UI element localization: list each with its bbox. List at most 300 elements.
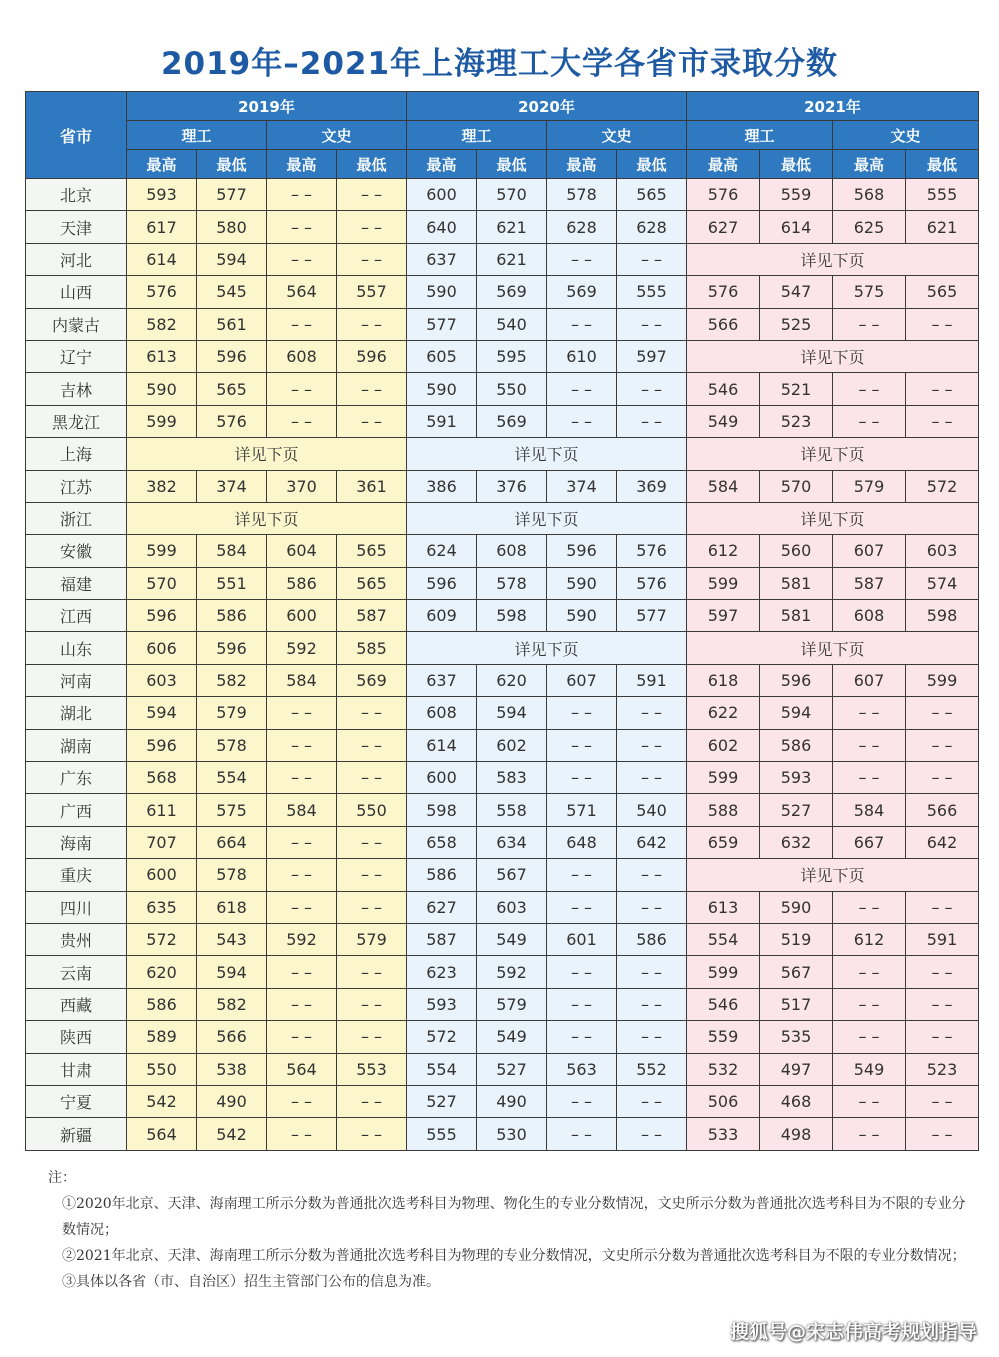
score-cell: 586	[760, 729, 833, 761]
score-cell: 642	[906, 826, 979, 858]
score-cell: – –	[547, 762, 617, 794]
see-next-page-cell: 详见下页	[127, 438, 407, 470]
score-cell: – –	[267, 1118, 337, 1150]
score-cell: 578	[197, 729, 267, 761]
score-cell: 567	[760, 956, 833, 988]
score-cell: – –	[906, 1118, 979, 1150]
score-cell: 599	[906, 664, 979, 696]
score-cell: 604	[267, 535, 337, 567]
score-cell: 568	[833, 179, 906, 211]
score-cell: – –	[337, 762, 407, 794]
score-cell: 594	[477, 697, 547, 729]
score-cell: – –	[617, 729, 687, 761]
score-cell: 581	[760, 567, 833, 599]
score-cell: 608	[833, 600, 906, 632]
page-title: 2019年–2021年上海理工大学各省市录取分数	[160, 46, 839, 82]
province-cell: 贵州	[26, 923, 127, 955]
score-cell: 559	[687, 1021, 760, 1053]
score-cell: 361	[337, 470, 407, 502]
score-cell: – –	[906, 405, 979, 437]
score-cell: 382	[127, 470, 197, 502]
note-item: ②2021年北京、天津、海南理工所示分数为普通批次选考科目为物理的专业分数情况，文史所示分数为普通批次选考科目为不限的专业分数情况；	[62, 1248, 966, 1264]
province-cell: 西藏	[26, 988, 127, 1020]
score-cell: 599	[687, 762, 760, 794]
score-cell: 592	[267, 923, 337, 955]
score-cell: 590	[547, 600, 617, 632]
score-cell: 584	[267, 664, 337, 696]
province-cell: 宁夏	[26, 1085, 127, 1117]
province-cell: 陕西	[26, 1021, 127, 1053]
table-row	[26, 502, 979, 534]
score-cell: 540	[617, 794, 687, 826]
score-cell: – –	[547, 697, 617, 729]
score-cell: 607	[833, 535, 906, 567]
max-header: 最高	[407, 150, 477, 179]
score-cell: 590	[407, 276, 477, 308]
score-cell: 582	[197, 988, 267, 1020]
score-cell: 593	[760, 762, 833, 794]
score-cell: 617	[127, 211, 197, 243]
score-cell: 569	[547, 276, 617, 308]
score-cell: 545	[197, 276, 267, 308]
score-cell: 576	[127, 276, 197, 308]
score-cell: – –	[337, 891, 407, 923]
score-cell: – –	[267, 697, 337, 729]
score-cell: 579	[337, 923, 407, 955]
table-row	[26, 923, 979, 955]
province-cell: 福建	[26, 567, 127, 599]
table-row	[26, 1021, 979, 1053]
table-row	[26, 988, 979, 1020]
score-cell: 570	[477, 179, 547, 211]
score-cell: 565	[337, 535, 407, 567]
score-cell: – –	[267, 243, 337, 275]
score-cell: – –	[833, 697, 906, 729]
province-cell: 北京	[26, 179, 127, 211]
arts-header: 文史	[833, 121, 979, 150]
table-row	[26, 891, 979, 923]
province-cell: 湖南	[26, 729, 127, 761]
score-cell: 566	[687, 308, 760, 340]
table-row	[26, 470, 979, 502]
table-row	[26, 438, 979, 470]
score-cell: 558	[477, 794, 547, 826]
score-cell: 568	[127, 762, 197, 794]
score-cell: 627	[687, 211, 760, 243]
score-cell: 532	[687, 1053, 760, 1085]
score-cell: – –	[617, 1118, 687, 1150]
score-cell: 566	[197, 1021, 267, 1053]
score-cell: 600	[267, 600, 337, 632]
score-cell: – –	[833, 1118, 906, 1150]
score-cell: – –	[267, 956, 337, 988]
see-next-page-cell: 详见下页	[687, 632, 979, 664]
score-cell: – –	[547, 1021, 617, 1053]
score-cell: 621	[477, 211, 547, 243]
province-cell: 湖北	[26, 697, 127, 729]
score-cell: – –	[267, 891, 337, 923]
score-cell: 598	[407, 794, 477, 826]
score-cell: 565	[906, 276, 979, 308]
score-cell: – –	[267, 308, 337, 340]
score-cell: 519	[760, 923, 833, 955]
score-cell: 549	[477, 1021, 547, 1053]
max-header: 最高	[127, 150, 197, 179]
score-cell: 559	[760, 179, 833, 211]
score-cell: – –	[906, 729, 979, 761]
table-row	[26, 826, 979, 858]
score-cell: – –	[547, 729, 617, 761]
notes-label: 注：	[48, 1170, 76, 1186]
score-cell: – –	[337, 405, 407, 437]
score-cell: 613	[687, 891, 760, 923]
score-cell: 527	[407, 1085, 477, 1117]
score-cell: 569	[337, 664, 407, 696]
score-cell: – –	[617, 988, 687, 1020]
score-cell: 517	[760, 988, 833, 1020]
see-next-page-cell: 详见下页	[127, 502, 407, 534]
score-cell: – –	[906, 373, 979, 405]
score-cell: – –	[547, 891, 617, 923]
score-cell: – –	[337, 859, 407, 891]
score-cell: 637	[407, 664, 477, 696]
score-cell: 609	[407, 600, 477, 632]
score-cell: – –	[833, 729, 906, 761]
province-cell: 天津	[26, 211, 127, 243]
score-cell: 594	[197, 243, 267, 275]
year-header-2021: 2021年	[687, 92, 979, 121]
score-cell: 587	[407, 923, 477, 955]
score-cell: 667	[833, 826, 906, 858]
score-cell: 498	[760, 1118, 833, 1150]
score-cell: 590	[760, 891, 833, 923]
province-cell: 重庆	[26, 859, 127, 891]
province-cell: 四川	[26, 891, 127, 923]
score-cell: 610	[547, 340, 617, 372]
score-cell: 603	[127, 664, 197, 696]
score-cell: – –	[267, 988, 337, 1020]
score-cell: 592	[477, 956, 547, 988]
score-cell: 561	[197, 308, 267, 340]
score-cell: 628	[547, 211, 617, 243]
score-cell: 586	[127, 988, 197, 1020]
province-cell: 黑龙江	[26, 405, 127, 437]
score-cell: 576	[687, 276, 760, 308]
score-cell: 570	[760, 470, 833, 502]
score-cell: 614	[407, 729, 477, 761]
score-cell: 584	[833, 794, 906, 826]
score-cell: – –	[267, 1085, 337, 1117]
score-cell: 564	[267, 276, 337, 308]
score-cell: 564	[127, 1118, 197, 1150]
score-cell: 634	[477, 826, 547, 858]
table-row	[26, 762, 979, 794]
score-cell: 530	[477, 1118, 547, 1150]
score-cell: 571	[547, 794, 617, 826]
table-row	[26, 1053, 979, 1085]
score-cell: 577	[617, 600, 687, 632]
province-cell: 云南	[26, 956, 127, 988]
score-cell: 549	[687, 405, 760, 437]
score-cell: 586	[407, 859, 477, 891]
table-body	[26, 179, 979, 1151]
score-cell: 523	[906, 1053, 979, 1085]
score-cell: 557	[337, 276, 407, 308]
score-cell: 560	[760, 535, 833, 567]
score-cell: 553	[337, 1053, 407, 1085]
score-cell: 707	[127, 826, 197, 858]
score-cell: – –	[337, 211, 407, 243]
province-cell: 山东	[26, 632, 127, 664]
score-cell: – –	[547, 373, 617, 405]
see-next-page-cell: 详见下页	[687, 502, 979, 534]
table-row	[26, 664, 979, 696]
score-cell: 594	[760, 697, 833, 729]
score-cell: 588	[687, 794, 760, 826]
score-cell: 598	[906, 600, 979, 632]
score-cell: 550	[477, 373, 547, 405]
score-cell: – –	[833, 405, 906, 437]
score-cell: 575	[833, 276, 906, 308]
score-cell: 535	[760, 1021, 833, 1053]
score-cell: 584	[267, 794, 337, 826]
score-cell: 593	[127, 179, 197, 211]
score-cell: 576	[617, 535, 687, 567]
score-cell: 565	[337, 567, 407, 599]
table-row	[26, 340, 979, 372]
score-cell: 614	[760, 211, 833, 243]
score-cell: 376	[477, 470, 547, 502]
score-cell: 621	[906, 211, 979, 243]
score-cell: 551	[197, 567, 267, 599]
score-cell: – –	[617, 1085, 687, 1117]
score-cell: 584	[197, 535, 267, 567]
score-cell: 576	[687, 179, 760, 211]
score-cell: 594	[127, 697, 197, 729]
score-cell: 540	[477, 308, 547, 340]
max-header: 最高	[267, 150, 337, 179]
score-cell: 595	[477, 340, 547, 372]
province-cell: 河南	[26, 664, 127, 696]
score-cell: – –	[906, 697, 979, 729]
score-cell: – –	[617, 697, 687, 729]
score-cell: – –	[906, 762, 979, 794]
table-row	[26, 535, 979, 567]
score-cell: 586	[197, 600, 267, 632]
score-cell: 576	[617, 567, 687, 599]
score-cell: – –	[833, 891, 906, 923]
score-cell: – –	[547, 308, 617, 340]
score-cell: – –	[337, 826, 407, 858]
score-cell: 547	[760, 276, 833, 308]
score-cell: 374	[197, 470, 267, 502]
score-cell: 640	[407, 211, 477, 243]
min-header: 最低	[337, 150, 407, 179]
score-cell: 590	[127, 373, 197, 405]
province-cell: 新疆	[26, 1118, 127, 1150]
score-cell: – –	[547, 988, 617, 1020]
province-cell: 浙江	[26, 502, 127, 534]
score-cell: – –	[267, 405, 337, 437]
province-cell: 上海	[26, 438, 127, 470]
score-cell: 594	[197, 956, 267, 988]
score-cell: – –	[906, 956, 979, 988]
score-cell: – –	[617, 308, 687, 340]
score-cell: 565	[617, 179, 687, 211]
score-cell: – –	[617, 891, 687, 923]
admission-score-table	[25, 91, 979, 1151]
score-cell: 599	[127, 535, 197, 567]
score-cell: 579	[197, 697, 267, 729]
province-cell: 山西	[26, 276, 127, 308]
score-cell: 374	[547, 470, 617, 502]
score-cell: 612	[833, 923, 906, 955]
score-cell: 612	[687, 535, 760, 567]
science-header: 理工	[127, 121, 267, 150]
max-header: 最高	[547, 150, 617, 179]
score-cell: 490	[477, 1085, 547, 1117]
science-header: 理工	[687, 121, 833, 150]
score-cell: 600	[407, 179, 477, 211]
score-cell: – –	[906, 891, 979, 923]
score-cell: 572	[127, 923, 197, 955]
score-cell: 570	[127, 567, 197, 599]
max-header: 最高	[687, 150, 760, 179]
score-cell: – –	[617, 762, 687, 794]
province-cell: 吉林	[26, 373, 127, 405]
table-row	[26, 179, 979, 211]
score-cell: – –	[337, 243, 407, 275]
score-cell: 550	[127, 1053, 197, 1085]
watermark: 搜狐号@宋志伟高考规划指导	[729, 1321, 977, 1343]
score-cell: 550	[337, 794, 407, 826]
score-cell: – –	[337, 1021, 407, 1053]
see-next-page-cell: 详见下页	[407, 502, 687, 534]
score-cell: 637	[407, 243, 477, 275]
min-header: 最低	[617, 150, 687, 179]
score-cell: 579	[477, 988, 547, 1020]
score-cell: – –	[547, 1118, 617, 1150]
score-cell: 582	[127, 308, 197, 340]
score-cell: 583	[477, 762, 547, 794]
score-cell: 623	[407, 956, 477, 988]
score-cell: – –	[337, 1085, 407, 1117]
table-row	[26, 373, 979, 405]
table-row	[26, 276, 979, 308]
table-row	[26, 211, 979, 243]
score-cell: 596	[407, 567, 477, 599]
notes	[48, 1165, 968, 1295]
score-cell: 589	[127, 1021, 197, 1053]
score-cell: 525	[760, 308, 833, 340]
score-cell: 592	[267, 632, 337, 664]
province-cell: 甘肃	[26, 1053, 127, 1085]
table-row	[26, 956, 979, 988]
score-cell: – –	[617, 956, 687, 988]
table-row	[26, 794, 979, 826]
table-row	[26, 729, 979, 761]
score-cell: 659	[687, 826, 760, 858]
score-cell: 543	[197, 923, 267, 955]
score-cell: 578	[477, 567, 547, 599]
note-item: ①2020年北京、天津、海南理工所示分数为普通批次选考科目为物理、物化生的专业分数情况，文史所示分数为普通批次选考科目为不限的专业分数情况；	[62, 1196, 966, 1238]
score-cell: 598	[477, 600, 547, 632]
score-cell: 601	[547, 923, 617, 955]
score-cell: 580	[197, 211, 267, 243]
score-cell: – –	[267, 826, 337, 858]
min-header: 最低	[760, 150, 833, 179]
score-cell: – –	[906, 1085, 979, 1117]
table-row	[26, 632, 979, 664]
score-cell: 596	[337, 340, 407, 372]
score-cell: 596	[547, 535, 617, 567]
score-cell: 572	[906, 470, 979, 502]
table-row	[26, 1118, 979, 1150]
note-item: ③具体以各省（市、自治区）招生主管部门公布的信息为准。	[62, 1274, 440, 1290]
score-cell: 369	[617, 470, 687, 502]
score-cell: 599	[127, 405, 197, 437]
score-cell: 584	[687, 470, 760, 502]
score-cell: 572	[407, 1021, 477, 1053]
province-cell: 江西	[26, 600, 127, 632]
score-cell: 622	[687, 697, 760, 729]
score-cell: 497	[760, 1053, 833, 1085]
score-cell: 575	[197, 794, 267, 826]
score-cell: 533	[687, 1118, 760, 1150]
score-cell: 564	[267, 1053, 337, 1085]
score-cell: 577	[407, 308, 477, 340]
score-cell: 621	[477, 243, 547, 275]
see-next-page-cell: 详见下页	[687, 438, 979, 470]
score-cell: 620	[477, 664, 547, 696]
max-header: 最高	[833, 150, 906, 179]
score-cell: 578	[547, 179, 617, 211]
score-cell: 608	[407, 697, 477, 729]
score-cell: 546	[687, 373, 760, 405]
score-cell: 555	[617, 276, 687, 308]
score-cell: 554	[407, 1053, 477, 1085]
score-cell: 599	[687, 567, 760, 599]
score-cell: 625	[833, 211, 906, 243]
province-header: 省市	[26, 92, 127, 179]
score-cell: 546	[687, 988, 760, 1020]
score-cell: – –	[337, 697, 407, 729]
score-cell: 555	[906, 179, 979, 211]
score-cell: 602	[477, 729, 547, 761]
score-cell: – –	[267, 1021, 337, 1053]
score-cell: 603	[906, 535, 979, 567]
score-cell: – –	[617, 1021, 687, 1053]
score-cell: 591	[617, 664, 687, 696]
score-cell: 605	[407, 340, 477, 372]
province-cell: 安徽	[26, 535, 127, 567]
score-cell: – –	[547, 405, 617, 437]
score-cell: 600	[127, 859, 197, 891]
min-header: 最低	[197, 150, 267, 179]
score-cell: 555	[407, 1118, 477, 1150]
score-cell: 527	[760, 794, 833, 826]
score-cell: 596	[760, 664, 833, 696]
score-cell: – –	[617, 405, 687, 437]
score-cell: 566	[906, 794, 979, 826]
province-cell: 海南	[26, 826, 127, 858]
table-row	[26, 308, 979, 340]
score-cell: – –	[906, 1021, 979, 1053]
score-cell: 590	[547, 567, 617, 599]
score-cell: 370	[267, 470, 337, 502]
score-cell: – –	[833, 762, 906, 794]
score-cell: 527	[477, 1053, 547, 1085]
